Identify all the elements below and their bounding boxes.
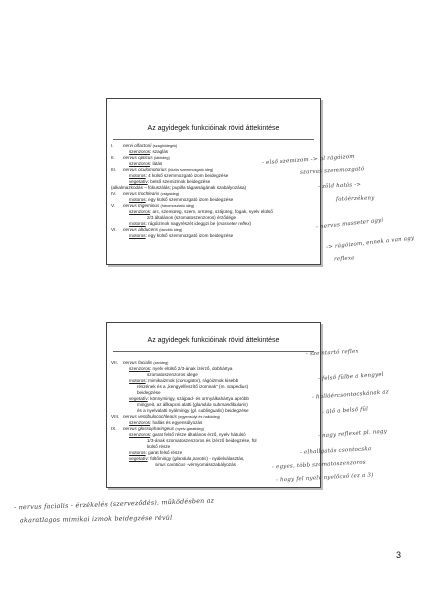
text-segment: nervus facialis (123, 360, 154, 365)
text-segment: : egy külső szemmozgató izom beidegzése (145, 233, 234, 238)
text-segment: (nyelv-garatideg) (175, 427, 204, 431)
handwritten-note: - felső fülbe a kengyel (317, 371, 384, 383)
text-segment: ) beidegzése (222, 408, 249, 413)
text-segment: glandula submandibularis (194, 402, 247, 407)
text-segment: glandula parotis (173, 456, 207, 461)
text-segment: motoros (129, 233, 146, 238)
handwritten-note: akaratlagos mimikai izmok beidegzése révül (19, 513, 173, 525)
handwritten-note: - ülő a belső fül (321, 406, 369, 416)
text-segment: (látóideg) (153, 156, 170, 160)
text-segment: nervus opticus (123, 155, 154, 160)
text-segment: : garat felső része általános érző, nyelv hátulsó (149, 432, 246, 437)
slide-1 (106, 98, 321, 265)
text-segment: nervus trochlearis (123, 191, 161, 196)
handwritten-note: fotóérzékeny (335, 195, 375, 203)
line-number: IX. (111, 426, 117, 431)
line-number: IV. (111, 191, 117, 196)
text-segment: szenzoros (129, 149, 150, 154)
text-segment: stapedius (226, 384, 247, 389)
text-segment: : rágóizmok nagyrészét ideggzi be ( (145, 221, 219, 226)
text-segment: (csigaideg) (160, 192, 180, 196)
text-segment: külső része (147, 444, 171, 449)
text-segment: nervus glossopharingeus (123, 426, 176, 431)
text-segment: sinus caroticus (155, 462, 186, 467)
text-segment: (szaglóidegek) (152, 144, 178, 148)
title-divider (113, 139, 314, 140)
text-segment: motoros (129, 378, 146, 383)
slide-title: Az agyidegek funkcióinak rövid áttekintése (147, 337, 280, 344)
handwritten-note: - nervus facialis - érzékelés (szerveződés), működésben az (13, 496, 215, 512)
line-number: VIII. (111, 414, 120, 419)
text-segment: motoros (129, 450, 146, 455)
text-segment: (alkalmazkodás – fókuszálás; pupilla tágasságának szabályozása) (111, 185, 247, 190)
text-segment: szenzoros (129, 432, 150, 437)
line-number: III. (111, 167, 117, 172)
line-number: VII. (111, 360, 118, 365)
page-number: 3 (396, 550, 402, 560)
text-segment: részének és a „kengyelfeszítő izomnak" (m. (137, 384, 227, 389)
text-segment: : belső szemizmok beidegzése (147, 179, 211, 184)
text-segment: vegetatív (129, 456, 148, 461)
text-segment: (arcideg) (153, 361, 169, 365)
handwritten-note: - hogy fel nyelv nyelőcső (ez a 3) (275, 472, 374, 484)
text-segment: ) - nyálelválasztás, (206, 456, 245, 461)
text-segment: szenzoros (129, 366, 150, 371)
text-segment: (háromosztatú ideg) (160, 204, 195, 208)
text-segment: motoros (129, 221, 146, 226)
slide-title: Az agyidegek funkcióinak rövid áttekintése (147, 125, 280, 132)
text-segment: ) (246, 402, 248, 407)
text-segment: : egy külső szemmozgató izom beidegzése (145, 197, 234, 202)
handwritten-note: - nervus masseter agyi (315, 217, 384, 231)
text-segment: szenzoros (129, 161, 150, 166)
text-segment: : garat felső része (145, 450, 183, 455)
text-segment: nervus vestibulocochlearis (123, 414, 179, 419)
text-segment: beidegzése (137, 390, 161, 395)
text-segment: masseter reflex (218, 221, 250, 226)
text-segment: szenzoros (129, 209, 150, 214)
text-segment: gl. sublingualis (192, 408, 223, 413)
text-segment: -vérnyomásszabályozás (185, 462, 236, 467)
handwritten-note: szarvas szemmozgató (299, 166, 365, 176)
text-segment: : 4 külső szemmozgató izom beidegzése (145, 173, 229, 178)
text-segment: (távolító ideg) (159, 228, 183, 232)
text-segment: (közös szemmozgató ideg) (167, 168, 214, 172)
text-segment: mirigyeit, az állkapcsi alatti ( (137, 402, 195, 407)
text-segment: motoros (129, 197, 146, 202)
title-divider (113, 351, 314, 352)
handwritten-note: - zöld hatás -> (317, 181, 362, 191)
text-segment: ) (249, 221, 252, 226)
text-segment: : fültőmirigy ( (147, 456, 174, 461)
handwritten-note: - egyes, több szomatoszenzoros (271, 459, 367, 471)
text-segment: nervus oculomotorius (123, 167, 168, 172)
line-number: VI. (111, 227, 117, 232)
text-segment: 1/3-ának szomatoszenzoros és ízérző beidegzése, fül (147, 438, 257, 443)
text-segment: (egyensúlyi és hallóideg) (178, 415, 220, 419)
text-segment: ), rágóizmok kisebb (198, 378, 239, 383)
handwritten-note: - első szemizom -> pl rágóizom (261, 153, 355, 167)
line-number: I. (111, 143, 114, 148)
slide-body (111, 143, 317, 239)
text-segment: : szaglás (149, 149, 169, 154)
text-segment: vegetatív (129, 179, 148, 184)
text-segment: szomatoszenzoros idege (147, 372, 198, 377)
text-segment: : könnymirigy, szájpad- és orrnyálkahártya apróbb (147, 396, 249, 401)
text-segment: motoros (129, 173, 146, 178)
text-segment: nervus trigeminus (123, 203, 161, 208)
text-segment: nervus abducens (123, 227, 160, 232)
handwritten-note: - elhallgatás csontocska (299, 446, 372, 456)
text-segment: : hallás és egyensúlyozás (149, 420, 203, 425)
text-segment: szenzoros (129, 420, 150, 425)
handwritten-note: reflexe (333, 255, 355, 263)
text-segment: : mimikaizmok ( (145, 378, 178, 383)
text-segment: corrugator (177, 378, 199, 383)
slide-body (111, 360, 317, 468)
text-segment: nervi olfactorii (123, 143, 153, 148)
text-line (111, 233, 317, 239)
handwritten-note: - hallóércsontocskának az (311, 389, 390, 401)
handwritten-note: - nagy reflexet pl. nagy (317, 428, 388, 440)
handwritten-note: -> rágóizom, ennek a van agy (325, 235, 415, 251)
text-segment: : látás (149, 161, 163, 166)
handwritten-note: - szemtartó reflex (305, 348, 359, 358)
text-segment: : arc, szemüreg, szem, orrüreg, szájüreg, fogak, nyelv elülső (149, 209, 273, 214)
text-segment: vegetatív (129, 396, 148, 401)
text-segment: : nyelv elülső 2/3-ának ízérző, dobhártya (149, 366, 233, 371)
line-number: V. (111, 203, 115, 208)
text-segment: 2/3 általános (szomatoszenzoros) érződége (147, 215, 237, 220)
text-segment: ) (246, 384, 249, 389)
text-segment: és a nyelvalatti nyálmirigy ( (137, 408, 193, 413)
line-number: II. (111, 155, 115, 160)
